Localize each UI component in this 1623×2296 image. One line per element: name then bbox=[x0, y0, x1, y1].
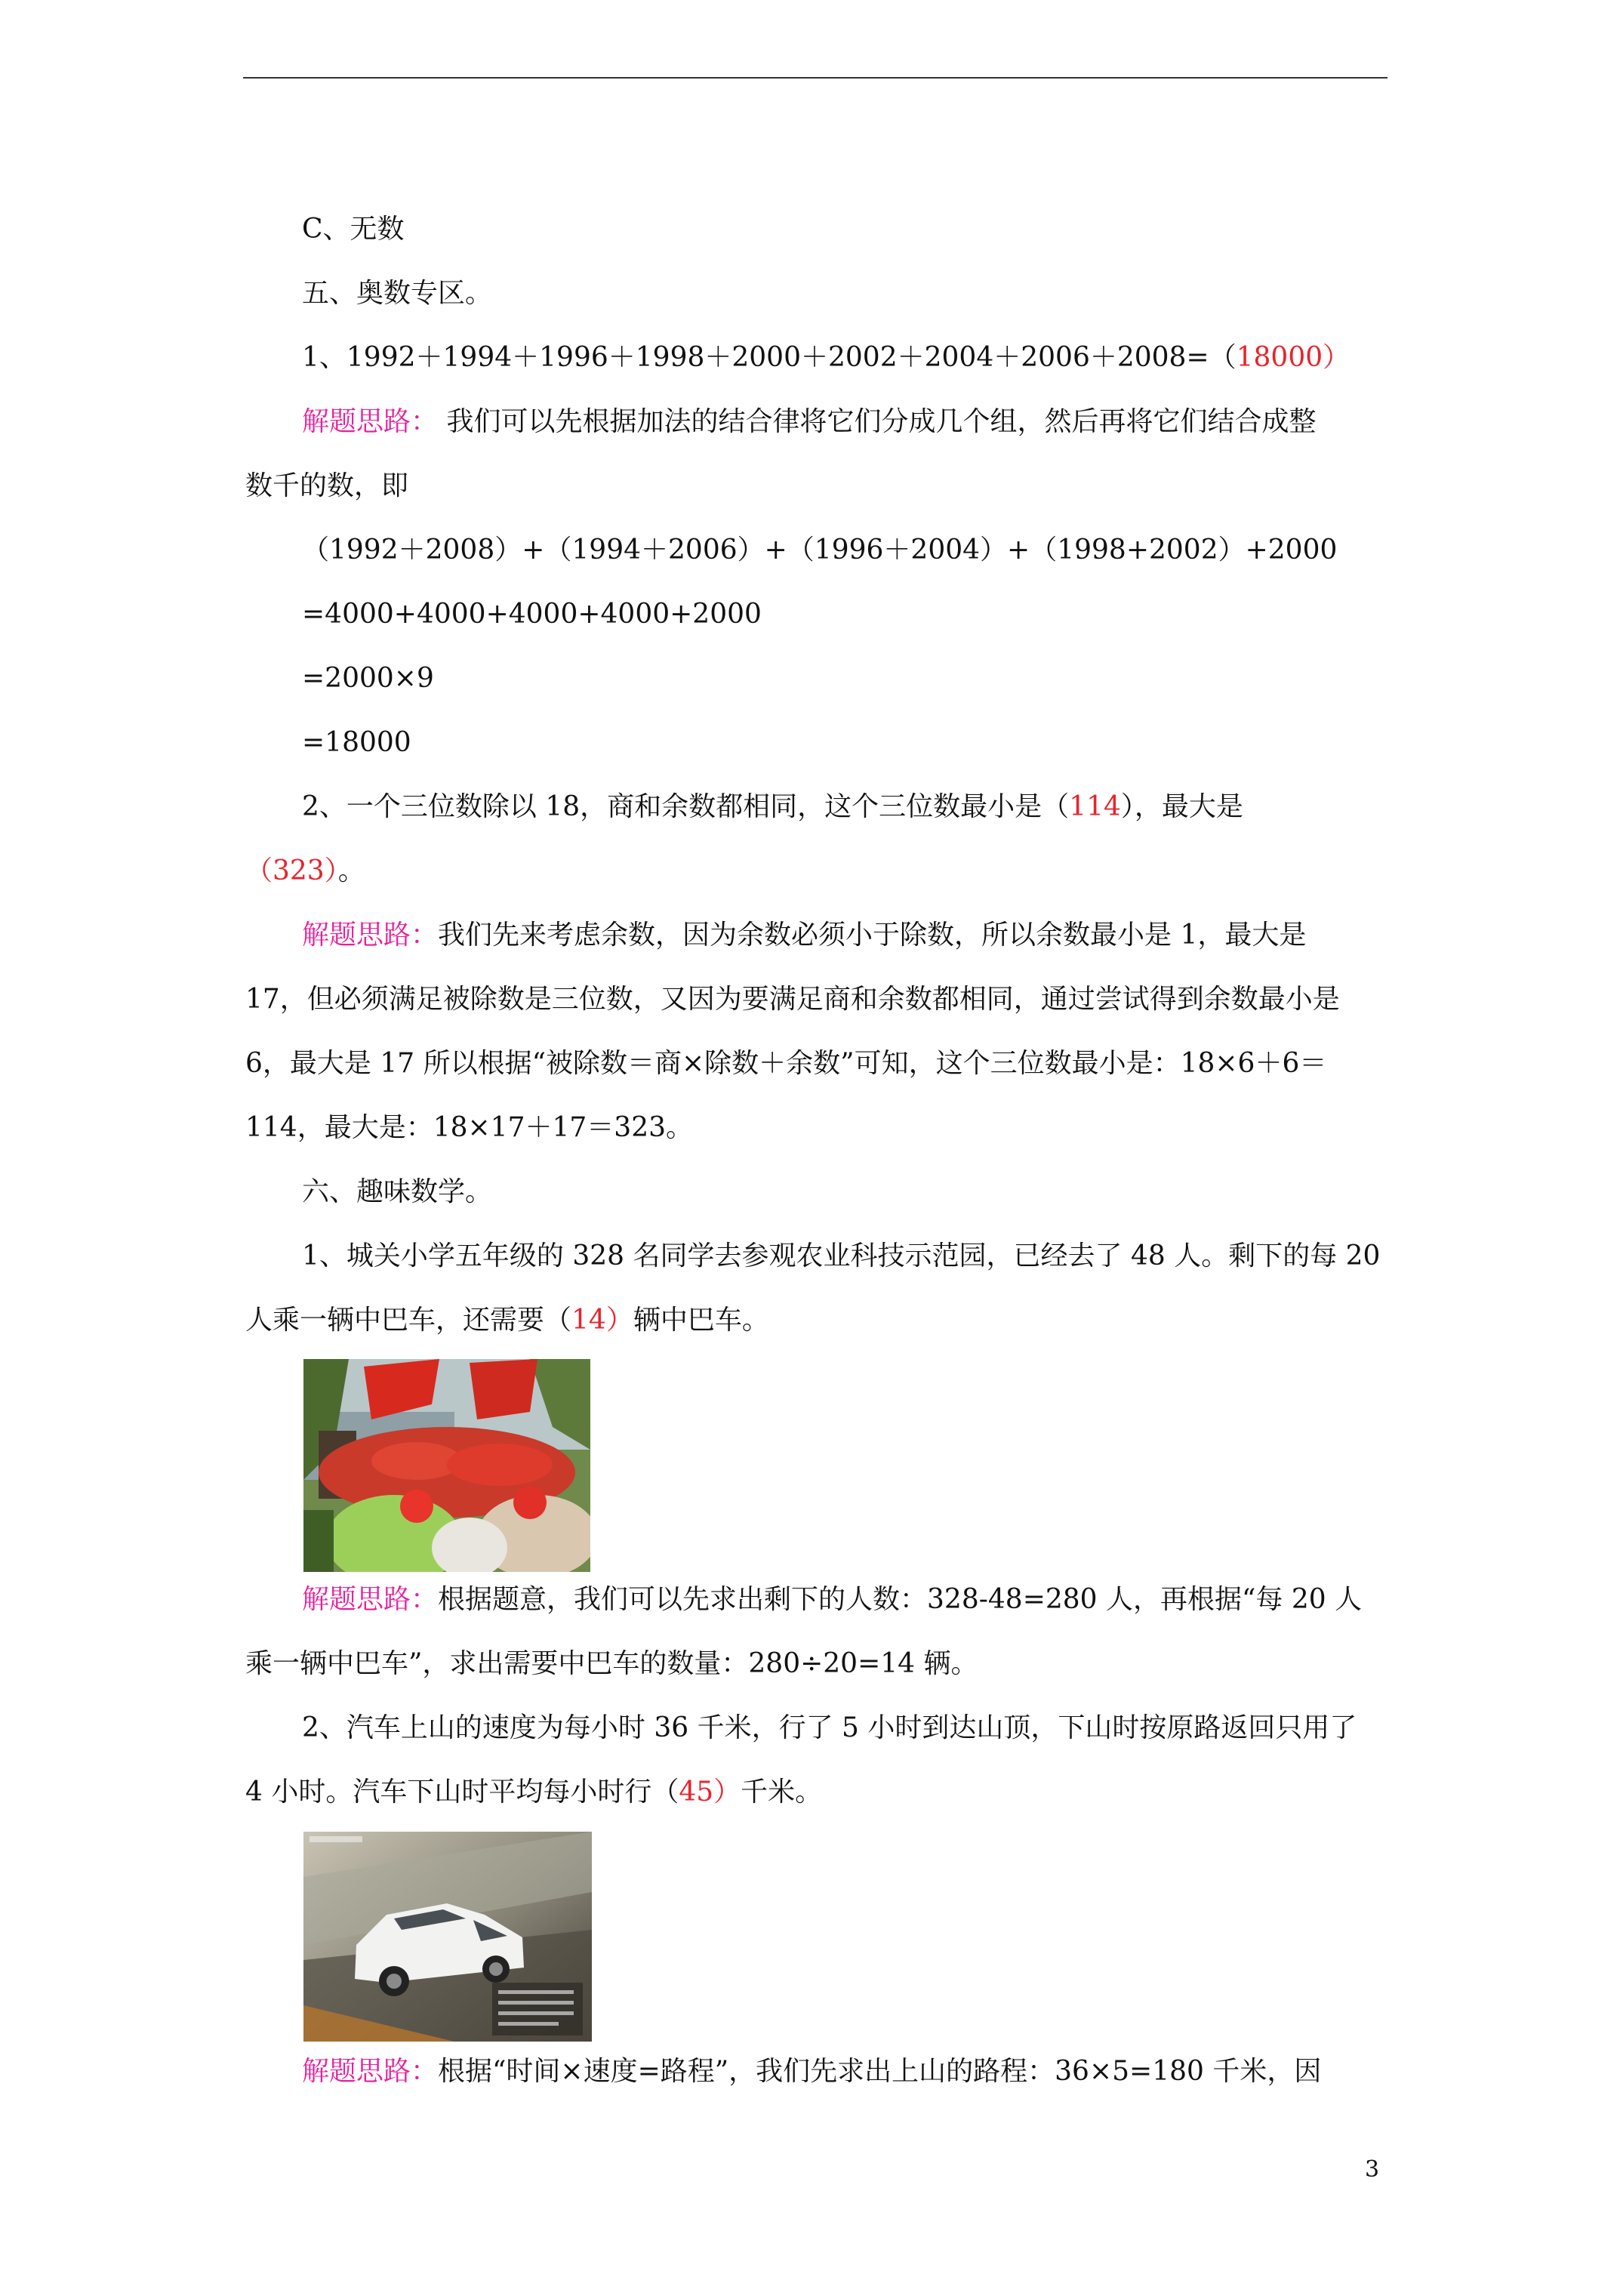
question-1: 1、1992＋1994＋1996＋1998＋2000＋2002＋2004＋2006＋2008=（18000） bbox=[302, 342, 1350, 373]
car-photo bbox=[303, 1832, 592, 2042]
question-3: 1、城关小学五年级的 328 名同学去参观农业科技示范园，已经去了 48 人。剩下的每 20 bbox=[302, 1240, 1381, 1271]
header-rule bbox=[243, 77, 1387, 79]
calc-step-2: =4000+4000+4000+4000+2000 bbox=[302, 599, 762, 630]
hint-2-line-1: 解题思路：我们先来考虑余数，因为余数必须小于除数，所以余数最小是 1，最大是 bbox=[302, 920, 1307, 951]
hint-1-line-2: 数千的数，即 bbox=[245, 470, 409, 501]
hint-label: 解题思路： bbox=[302, 406, 439, 437]
page-number: 3 bbox=[1365, 2156, 1380, 2183]
calc-step-4: =18000 bbox=[302, 727, 411, 758]
answer-2-min: 114 bbox=[1069, 791, 1121, 822]
hint-2-line-4: 114，最大是：18×17＋17＝323。 bbox=[245, 1112, 694, 1143]
question-2: 2、一个三位数除以 18，商和余数都相同，这个三位数最小是（114），最大是 bbox=[302, 791, 1243, 822]
hint-3-line-2: 乘一辆中巴车”，求出需要中巴车的数量：280÷20=14 辆。 bbox=[245, 1648, 978, 1679]
hint-4-line-1: 解题思路：根据“时间×速度=路程”，我们先求出上山的路程：36×5=180 千米，因 bbox=[302, 2056, 1322, 2087]
answer-1: 18000） bbox=[1236, 342, 1350, 373]
students-photo bbox=[303, 1359, 590, 1572]
answer-3: 14） bbox=[571, 1305, 633, 1336]
answer-2-max: （323） bbox=[245, 855, 338, 886]
hint-label: 解题思路： bbox=[302, 2056, 439, 2087]
hint-3-line-1: 解题思路：根据题意，我们可以先求出剩下的人数：328-48=280 人，再根据“每 20 人 bbox=[302, 1584, 1363, 1615]
hint-2-line-3: 6，最大是 17 所以根据“被除数＝商×除数＋余数”可知，这个三位数最小是：18×6＋6＝ bbox=[245, 1048, 1327, 1079]
hint-2-line-2: 17，但必须满足被除数是三位数，又因为要满足商和余数都相同，通过尝试得到余数最小是 bbox=[245, 984, 1340, 1015]
question-2-line-2: （323）。 bbox=[245, 855, 365, 886]
option-c: C、无数 bbox=[302, 214, 405, 245]
section-title-6: 六、趣味数学。 bbox=[302, 1176, 493, 1207]
hint-label: 解题思路： bbox=[302, 1584, 439, 1615]
question-4-line-2: 4 小时。汽车下山时平均每小时行（45）千米。 bbox=[245, 1777, 823, 1808]
calc-step-1: （1992＋2008）+（1994＋2006）+（1996＋2004）+（1998+2002）+2000 bbox=[302, 535, 1338, 566]
section-title-5: 五、奥数专区。 bbox=[302, 278, 493, 309]
hint-label: 解题思路： bbox=[302, 920, 439, 951]
calc-step-3: =2000×9 bbox=[302, 663, 434, 694]
answer-4: 45） bbox=[679, 1777, 741, 1808]
question-3-line-2: 人乘一辆中巴车，还需要（14）辆中巴车。 bbox=[245, 1305, 769, 1336]
question-4: 2、汽车上山的速度为每小时 36 千米，行了 5 小时到达山顶，下山时按原路返回只用了 bbox=[302, 1712, 1357, 1743]
hint-1-line-1: 解题思路： 我们可以先根据加法的结合律将它们分成几个组，然后再将它们结合成整 bbox=[302, 406, 1317, 437]
